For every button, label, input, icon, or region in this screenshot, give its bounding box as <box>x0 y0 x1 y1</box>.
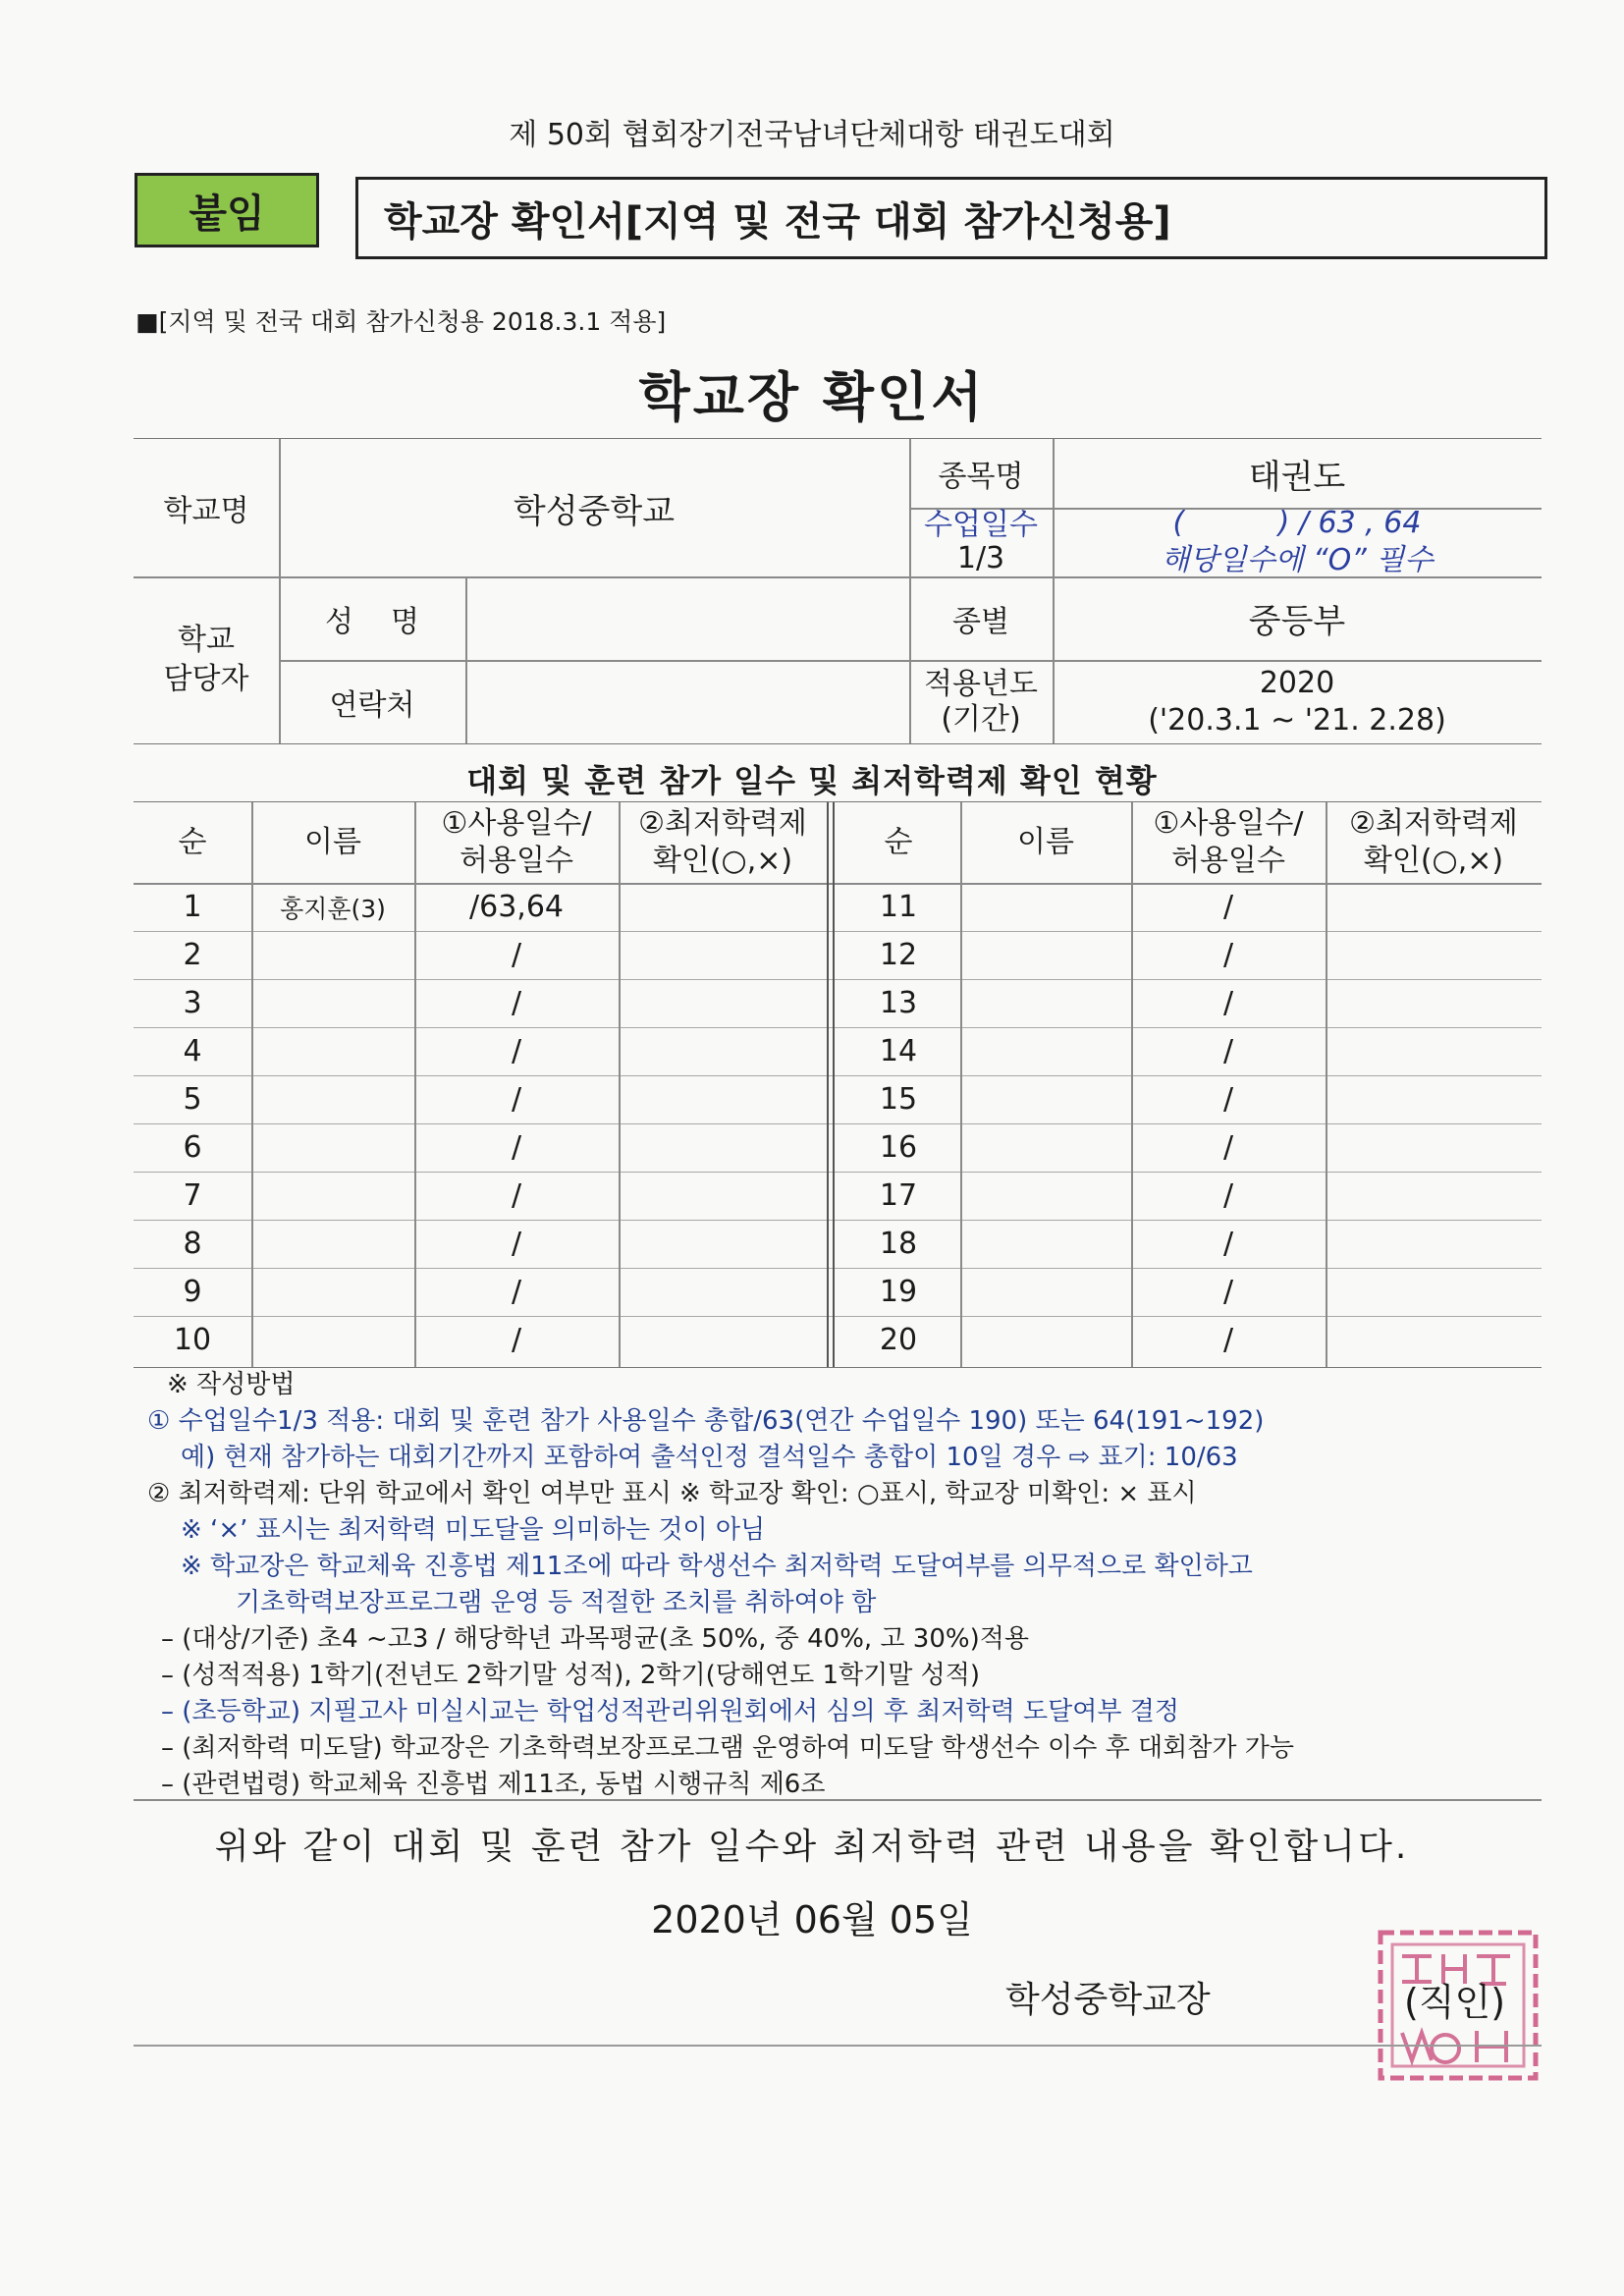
participant-name[interactable] <box>960 931 1131 979</box>
participant-name[interactable] <box>251 931 414 979</box>
academic-check[interactable] <box>1326 1268 1542 1316</box>
manager-name-label: 성 명 <box>324 604 420 639</box>
class-days-value <box>1053 508 1542 576</box>
year-value-line2: ('20.3.1 ~ '21. 2.28) <box>1148 702 1446 738</box>
year-label <box>909 660 1053 743</box>
used-days[interactable]: / <box>511 1178 522 1213</box>
row-number: 1 <box>183 890 202 924</box>
used-days[interactable]: / <box>1222 1323 1234 1357</box>
principal-signature: 학성중학교장 <box>1005 1980 1211 2020</box>
participant-name[interactable] <box>251 1220 414 1268</box>
school-info-table <box>134 438 1542 744</box>
division-label: 종별 <box>952 604 1009 639</box>
year-value <box>1053 660 1542 743</box>
academic-check[interactable] <box>1326 1172 1542 1220</box>
header-name-left <box>251 802 414 883</box>
used-days[interactable]: /63,64 <box>469 890 564 924</box>
used-days[interactable]: / <box>1222 1275 1234 1309</box>
participant-name[interactable] <box>960 1268 1131 1316</box>
row-number: 17 <box>879 1178 918 1213</box>
academic-check[interactable] <box>1326 1075 1542 1123</box>
row-number: 12 <box>879 938 918 972</box>
year-value-line1: 2020 <box>1259 665 1335 700</box>
header-text: ②최저학력제 <box>1349 806 1518 841</box>
row-number: 2 <box>183 938 202 972</box>
event-label: 종목명 <box>938 460 1024 494</box>
participant-name[interactable] <box>960 979 1131 1027</box>
header-text: 이름 <box>1017 825 1074 859</box>
participant-name[interactable] <box>960 883 1131 931</box>
header-text: 순 <box>178 825 207 859</box>
instruction-line: 기초학력보장프로그램 운영 등 적절한 조치를 취하여야 함 <box>236 1588 877 1617</box>
instruction-line: ※ 학교장은 학교체육 진흥법 제11조에 따라 학생선수 최저학력 도달여부를 의무적으로 확인하고 <box>181 1552 1253 1581</box>
divider <box>134 1799 1542 1801</box>
header-text: 허용일수 <box>1171 844 1285 878</box>
manager-label <box>134 576 279 743</box>
class-days-label-line1: 수업일수 <box>924 508 1038 542</box>
manager-contact-label: 연락처 <box>329 687 415 723</box>
instruction-line: ※ 작성방법 <box>167 1370 296 1399</box>
used-days[interactable]: / <box>511 1082 522 1117</box>
academic-check[interactable] <box>619 979 827 1027</box>
used-days[interactable]: / <box>1222 890 1234 924</box>
row-number: 5 <box>183 1082 202 1117</box>
used-days[interactable]: / <box>1222 1178 1234 1213</box>
participant-name[interactable] <box>251 1123 414 1172</box>
participant-name[interactable] <box>960 1172 1131 1220</box>
used-days[interactable]: / <box>511 1227 522 1261</box>
academic-check[interactable] <box>1326 1220 1542 1268</box>
header-text: 순 <box>884 825 913 859</box>
year-label-line2: (기간) <box>941 701 1021 737</box>
participant-name[interactable] <box>251 1172 414 1220</box>
class-days-value-line2: 해당일수에 “O” 필수 <box>1161 543 1434 577</box>
event-title: 제 50회 협회장기전국남녀단체대항 태권도대회 <box>509 118 1115 152</box>
academic-check[interactable] <box>619 1316 827 1364</box>
class-days-label-line2: 1/3 <box>956 541 1005 575</box>
instruction-line: 예) 현재 참가하는 대회기간까지 포함하여 출석인정 결석일수 총합이 10일 경우 ⇨ 표기: 10/63 <box>181 1443 1238 1472</box>
academic-check[interactable] <box>619 883 827 931</box>
row-number: 18 <box>879 1227 918 1261</box>
header-name-right <box>960 802 1131 883</box>
section-title: 대회 및 훈련 참가 일수 및 최저학력제 확인 현황 <box>466 762 1158 799</box>
instruction-line: – (대상/기준) 초4 ~고3 / 해당학년 과목평균(초 50%, 중 40%, 고 30%)적용 <box>161 1624 1029 1654</box>
used-days[interactable]: / <box>511 1130 522 1165</box>
participant-name[interactable] <box>251 1316 414 1364</box>
participant-name[interactable] <box>960 1220 1131 1268</box>
participant-name[interactable] <box>251 1268 414 1316</box>
header-days-left <box>414 802 619 883</box>
manager-label-line1: 학교 <box>178 623 235 657</box>
header-days-right <box>1131 802 1326 883</box>
academic-check[interactable] <box>619 1075 827 1123</box>
header-text: 허용일수 <box>460 844 573 878</box>
division-value: 중등부 <box>1248 602 1346 641</box>
instruction-line: ① 수업일수1/3 적용: 대회 및 훈련 참가 사용일수 총합/63(연간 수업일수 190) 또는 64(191~192) <box>147 1406 1265 1436</box>
manager-name-value[interactable] <box>465 576 909 660</box>
academic-check[interactable] <box>1326 883 1542 931</box>
event-name: 태권도 <box>1248 457 1346 497</box>
instruction-line: – (성적적용) 1학기(전년도 2학기말 성적), 2학기(당해연도 1학기말 성적) <box>161 1661 981 1690</box>
used-days[interactable]: / <box>511 938 522 972</box>
academic-check[interactable] <box>1326 1316 1542 1364</box>
instruction-line: – (최저학력 미도달) 학교장은 기초학력보장프로그램 운영하여 미도달 학생선수 이수 후 대회참가 가능 <box>161 1733 1294 1763</box>
row-number: 7 <box>183 1178 202 1213</box>
application-note: ■[지역 및 전국 대회 참가신청용 2018.3.1 적용] <box>135 307 667 336</box>
academic-check[interactable] <box>1326 1123 1542 1172</box>
participant-name[interactable] <box>960 1316 1131 1364</box>
year-label-line1: 적용년도 <box>924 666 1038 701</box>
header-text: ②최저학력제 <box>638 806 807 841</box>
center-divider <box>833 802 835 1367</box>
participant-name[interactable] <box>251 1027 414 1075</box>
participant-name[interactable] <box>251 1075 414 1123</box>
academic-check[interactable] <box>619 1268 827 1316</box>
form-title: 학교장 확인서[지역 및 전국 대회 참가신청용] <box>355 177 1547 259</box>
academic-check[interactable] <box>619 1027 827 1075</box>
row-number: 4 <box>183 1034 202 1068</box>
used-days[interactable]: / <box>1222 1082 1234 1117</box>
academic-check[interactable] <box>1326 1027 1542 1075</box>
participant-name[interactable]: 홍지훈(3) <box>280 894 386 923</box>
header-text: 확인(○,×) <box>1363 844 1504 878</box>
attachment-badge: 붙임 <box>135 173 319 247</box>
used-days[interactable]: / <box>511 1275 522 1309</box>
row-number: 16 <box>879 1130 918 1165</box>
class-days-value-line1: ( ) / 63 , 64 <box>1172 506 1422 540</box>
row-number: 6 <box>183 1130 202 1165</box>
document-title: 학교장 확인서 <box>638 366 986 428</box>
row-number: 8 <box>183 1227 202 1261</box>
row-number: 10 <box>173 1323 212 1357</box>
academic-check[interactable] <box>619 1172 827 1220</box>
row-number: 3 <box>183 986 202 1020</box>
used-days[interactable]: / <box>1222 986 1234 1020</box>
row-number: 11 <box>879 890 918 924</box>
used-days[interactable]: / <box>1222 1034 1234 1068</box>
issue-date: 2020년 06월 05일 <box>651 1898 973 1941</box>
used-days[interactable]: / <box>511 1323 522 1357</box>
school-name: 학성중학교 <box>513 491 676 531</box>
center-divider <box>827 802 829 1367</box>
row-number: 9 <box>183 1275 202 1309</box>
academic-check[interactable] <box>619 1220 827 1268</box>
instruction-line: ※ ‘×’ 표시는 최저학력 미도달을 의미하는 것이 아님 <box>181 1515 766 1545</box>
academic-check[interactable] <box>1326 979 1542 1027</box>
seal-label: (직인) <box>1404 1981 1506 2024</box>
header-academic-left <box>619 802 827 883</box>
used-days[interactable]: / <box>1222 1227 1234 1261</box>
used-days[interactable]: / <box>511 1034 522 1068</box>
school-label: 학교명 <box>163 494 249 528</box>
header-no-right <box>837 802 960 883</box>
header-academic-right <box>1326 802 1542 883</box>
academic-check[interactable] <box>619 931 827 979</box>
header-no-left <box>134 802 251 883</box>
header-text: ①사용일수/ <box>1153 806 1304 841</box>
participant-name[interactable] <box>251 979 414 1027</box>
participant-name[interactable] <box>960 1027 1131 1075</box>
used-days[interactable]: / <box>511 986 522 1020</box>
header-text: ①사용일수/ <box>441 806 592 841</box>
manager-contact-value[interactable] <box>465 660 909 743</box>
confirmation-statement: 위와 같이 대회 및 훈련 참가 일수와 최저학력 관련 내용을 확인합니다. <box>214 1827 1410 1867</box>
row-number: 13 <box>879 986 918 1020</box>
divider <box>134 2045 1542 2047</box>
participant-name[interactable] <box>960 1123 1131 1172</box>
row-number: 19 <box>879 1275 918 1309</box>
academic-check[interactable] <box>1326 931 1542 979</box>
instruction-line: – (관련법령) 학교체육 진흥법 제11조, 동법 시행규칙 제6조 <box>161 1770 826 1799</box>
academic-check[interactable] <box>619 1123 827 1172</box>
instruction-line: ② 최저학력제: 단위 학교에서 확인 여부만 표시 ※ 학교장 확인: ○표시, 학교장 미확인: × 표시 <box>147 1479 1197 1508</box>
manager-label-line2: 담당자 <box>163 662 249 696</box>
header-text: 확인(○,×) <box>652 844 793 878</box>
row-number: 20 <box>879 1323 918 1357</box>
instructions <box>147 1367 1542 1803</box>
participants-table <box>134 801 1542 1368</box>
class-days-label <box>909 508 1053 576</box>
used-days[interactable]: / <box>1222 938 1234 972</box>
used-days[interactable]: / <box>1222 1130 1234 1165</box>
participant-name[interactable] <box>960 1075 1131 1123</box>
row-number: 15 <box>879 1082 918 1117</box>
instruction-line: – (초등학교) 지필고사 미실시교는 학업성적관리위원회에서 심의 후 최저학력 도달여부 결정 <box>161 1697 1179 1726</box>
header-text: 이름 <box>304 825 361 859</box>
row-number: 14 <box>879 1034 918 1068</box>
